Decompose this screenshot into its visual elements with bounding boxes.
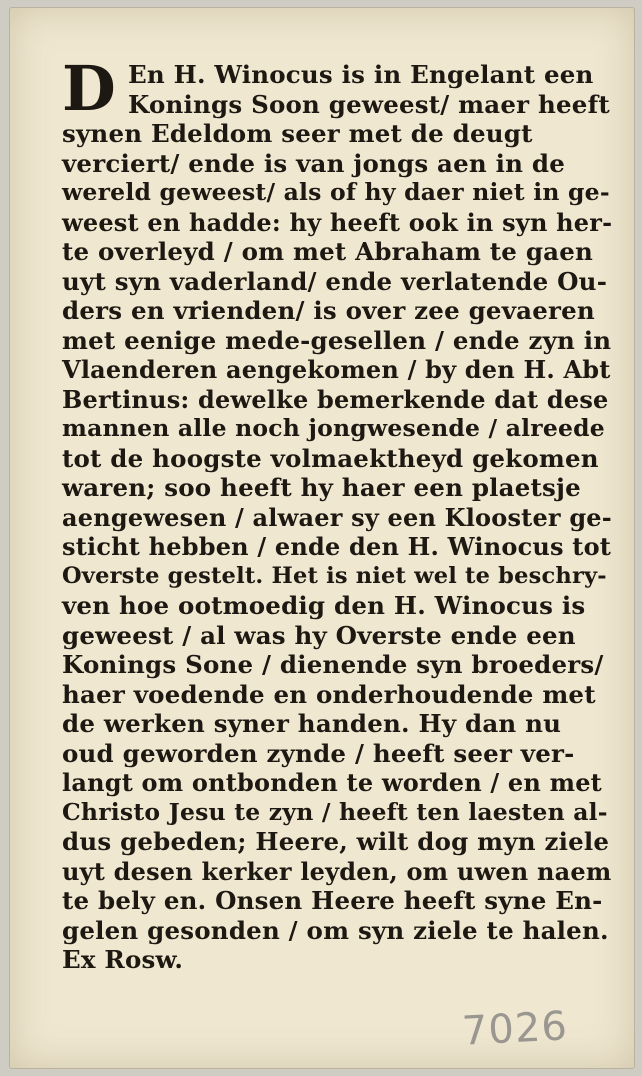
text-line: ven hoe ootmoedig den H. Winocus is <box>62 591 586 620</box>
text-line: haer voedende en onderhoudende met <box>62 679 596 709</box>
prayer-card <box>10 8 634 1068</box>
text-line: waren; soo heeft hy haer een plaetsje <box>62 473 581 502</box>
text-line: uyt syn vaderland/ ende verlatende Ou- <box>62 266 608 296</box>
drop-cap: D <box>62 52 116 125</box>
text-line: langt om ontbonden te worden / en met <box>62 768 602 797</box>
text-line: Konings Soon geweest/ maer heeft <box>128 89 610 119</box>
text-line: oud geworden zynde / heeft seer ver- <box>62 738 575 768</box>
text-line: tot de hoogste volmaektheyd gekomen <box>62 443 599 473</box>
text-line: mannen alle noch jongwesende / alreede <box>62 414 605 442</box>
text-line: En H. Winocus is in Engelant een <box>128 60 594 89</box>
card-text <box>62 52 613 975</box>
text-line: Overste gestelt. Het is niet wel te beschry- <box>62 562 607 589</box>
text-line: uyt desen kerker leyden, om uwen naem <box>62 856 612 886</box>
text-line: gelen gesonden / om syn ziele te halen. <box>62 915 609 945</box>
text-line: Konings Sone / dienende syn broeders/ <box>62 650 604 679</box>
text-line: verciert/ ende is van jongs aen in de <box>62 148 566 178</box>
text-line: geweest / al was hy Overste ende een <box>62 620 576 650</box>
text-line: wereld geweest/ als of hy daer niet in ge- <box>62 178 610 206</box>
text-line: te bely en. Onsen Heere heeft syne En- <box>62 886 603 915</box>
text-line: sticht hebben / ende den H. Winocus tot <box>62 532 612 561</box>
text-line: Vlaenderen aengekomen / by den H. Abt <box>62 355 611 384</box>
text-line: synen Edeldom seer met de deugt <box>62 119 533 148</box>
text-line: ders en vrienden/ is over zee gevaeren <box>62 296 595 325</box>
text-line: Ex Rosw. <box>62 945 184 974</box>
text-line: te overleyd / om met Abraham te gaen <box>62 237 594 266</box>
handwritten-number: 7026 <box>460 1003 569 1055</box>
text-line: Bertinus: dewelke bemerkende dat dese <box>62 384 609 414</box>
text-line: dus gebeden; Heere, wilt dog myn ziele <box>62 827 610 856</box>
text-line: de werken syner handen. Hy dan nu <box>62 709 562 738</box>
text-line: weest en hadde: hy heeft ook in syn her- <box>62 207 613 237</box>
text-line: met eenige mede-gesellen / ende zyn in <box>62 325 612 355</box>
text-line: Christo Jesu te zyn / heeft ten laesten al- <box>62 797 608 826</box>
text-line: aengewesen / alwaer sy een Klooster ge- <box>62 502 612 532</box>
